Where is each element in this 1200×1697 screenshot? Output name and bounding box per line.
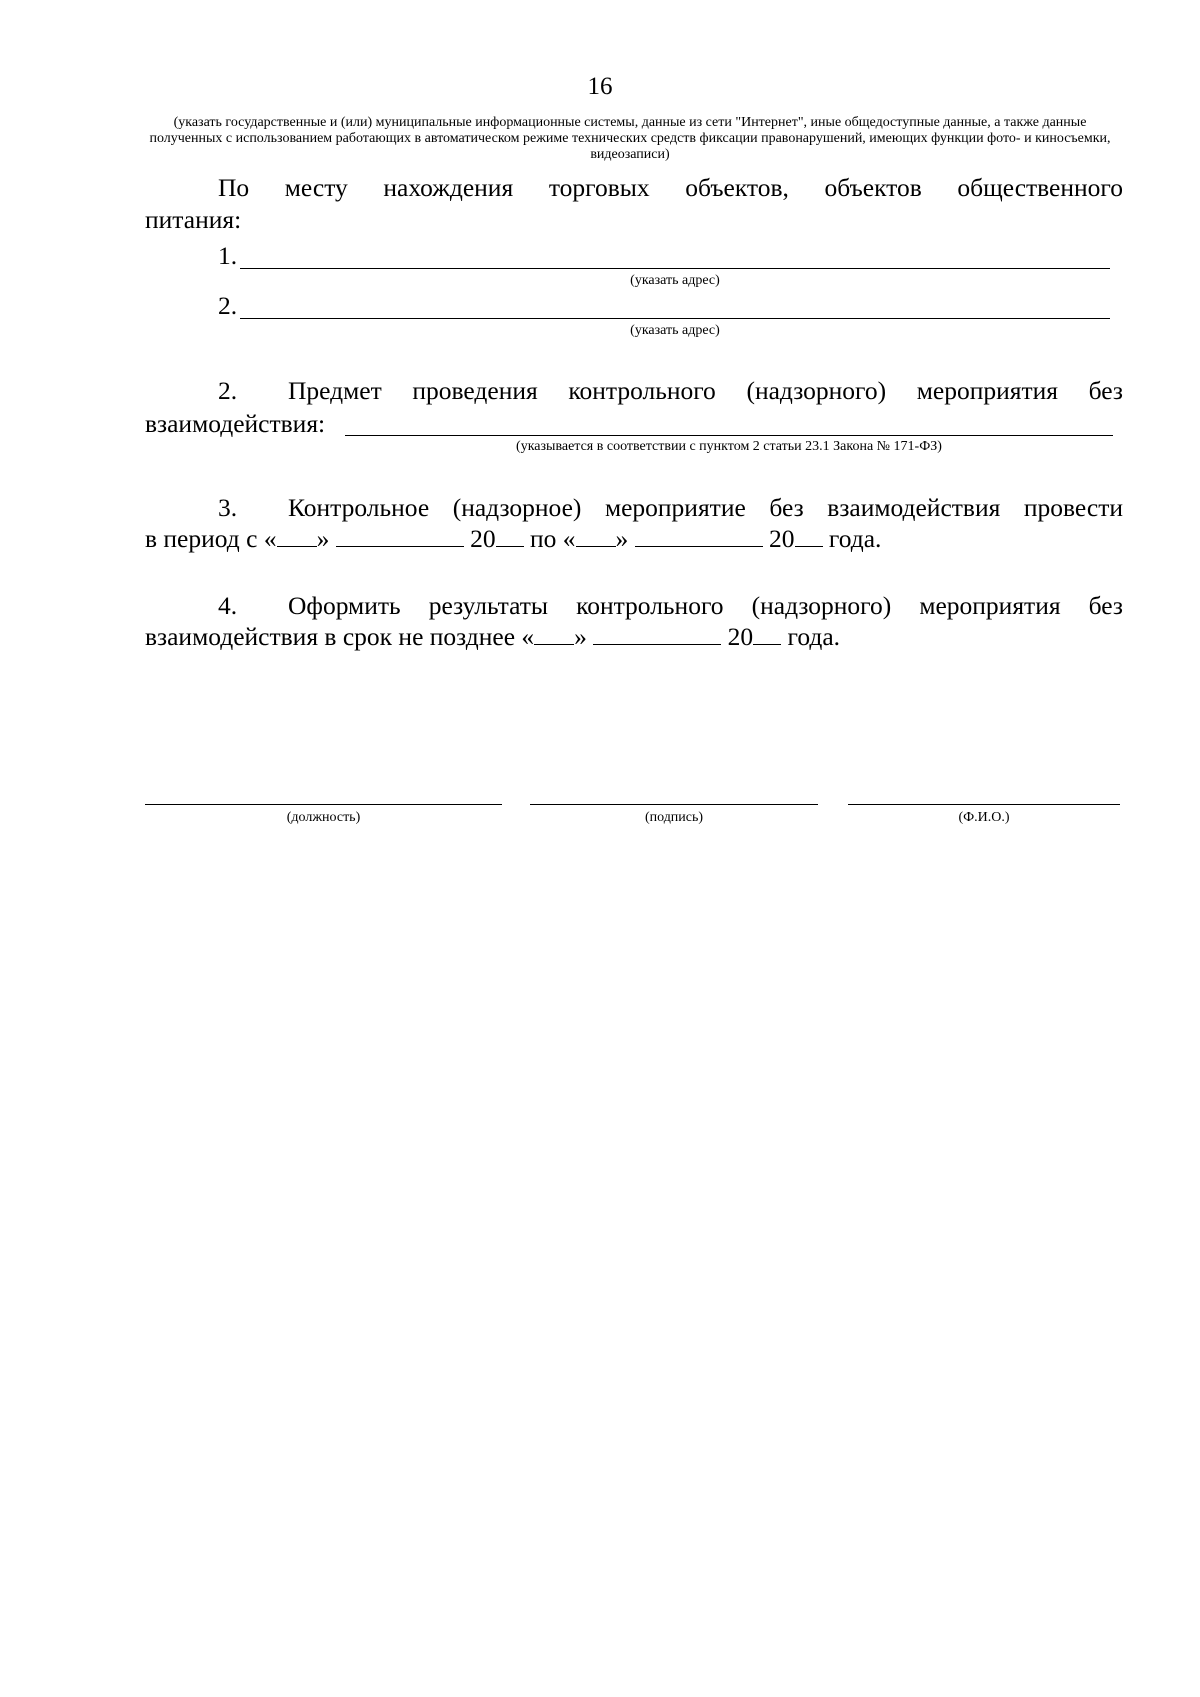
signature-caption: (подпись) <box>644 810 704 825</box>
address-1-number: 1. <box>218 241 238 270</box>
deadline-year-blank[interactable] <box>753 622 781 645</box>
address-1-line[interactable] <box>240 268 1110 269</box>
section-2-line-1: Предмет проведения контрольного (надзорного) мероприятия без <box>288 376 1123 405</box>
deadline-month-blank[interactable] <box>593 622 721 645</box>
location-line-1: По месту нахождения торговых объектов, объектов общественного <box>218 173 1123 202</box>
section-4-number: 4. <box>218 591 238 620</box>
period-end-text: года. <box>828 524 882 553</box>
page-number: 16 <box>587 73 613 100</box>
deadline-quote-close: » <box>574 622 587 651</box>
signature-line[interactable] <box>530 804 818 805</box>
deadline-year-prefix: 20 <box>727 622 754 651</box>
start-month-blank[interactable] <box>336 524 464 547</box>
end-year-prefix: 20 <box>769 524 795 553</box>
position-caption: (должность) <box>286 810 361 825</box>
end-month-blank[interactable] <box>635 524 763 547</box>
start-year-prefix: 20 <box>470 524 496 553</box>
section-4-line-1: Оформить результаты контрольного (надзорного) мероприятия без <box>288 591 1123 620</box>
section-3-line-1: Контрольное (надзорное) мероприятие без взаимодействия провести <box>288 493 1123 522</box>
deadline-end-text: года. <box>787 622 841 651</box>
section-2-line-2: взаимодействия: <box>145 409 326 438</box>
end-year-blank[interactable] <box>795 524 823 547</box>
quote-close-2: » <box>615 524 629 553</box>
source-note: (указать государственные и (или) муниципальные информационные системы, данные из сети "Интернет", иные общедоступные данные, а также данные полученных с использованием работающих в автоматическом режиме технических средств фиксации правонарушений, имеющих функции фото- и киносъемки, видеозаписи) <box>149 115 1111 162</box>
start-day-blank[interactable] <box>277 524 317 547</box>
quote-close: » <box>316 524 330 553</box>
position-signature-line[interactable] <box>145 804 502 805</box>
period-start-text: в период с « <box>145 524 277 553</box>
section-4-line-2 <box>145 621 840 652</box>
section-3-number: 3. <box>218 493 238 522</box>
deadline-text: взаимодействия в срок не позднее « <box>145 622 535 651</box>
deadline-day-blank[interactable] <box>534 622 574 645</box>
address-2-number: 2. <box>218 291 238 320</box>
full-name-caption: (Ф.И.О.) <box>958 810 1010 825</box>
section-2-number: 2. <box>218 376 238 405</box>
address-2-caption: (указать адрес) <box>630 323 720 338</box>
subject-caption: (указывается в соответствии с пунктом 2 статьи 23.1 Закона № 171-ФЗ) <box>516 439 942 454</box>
full-name-line[interactable] <box>848 804 1120 805</box>
address-2-line[interactable] <box>240 318 1110 319</box>
location-line-2: питания: <box>145 205 242 234</box>
subject-line[interactable] <box>345 435 1113 436</box>
start-year-blank[interactable] <box>496 524 524 547</box>
period-to-text: по « <box>529 524 576 553</box>
end-day-blank[interactable] <box>576 524 616 547</box>
address-1-caption: (указать адрес) <box>630 273 720 288</box>
section-3-line-2 <box>145 523 881 554</box>
